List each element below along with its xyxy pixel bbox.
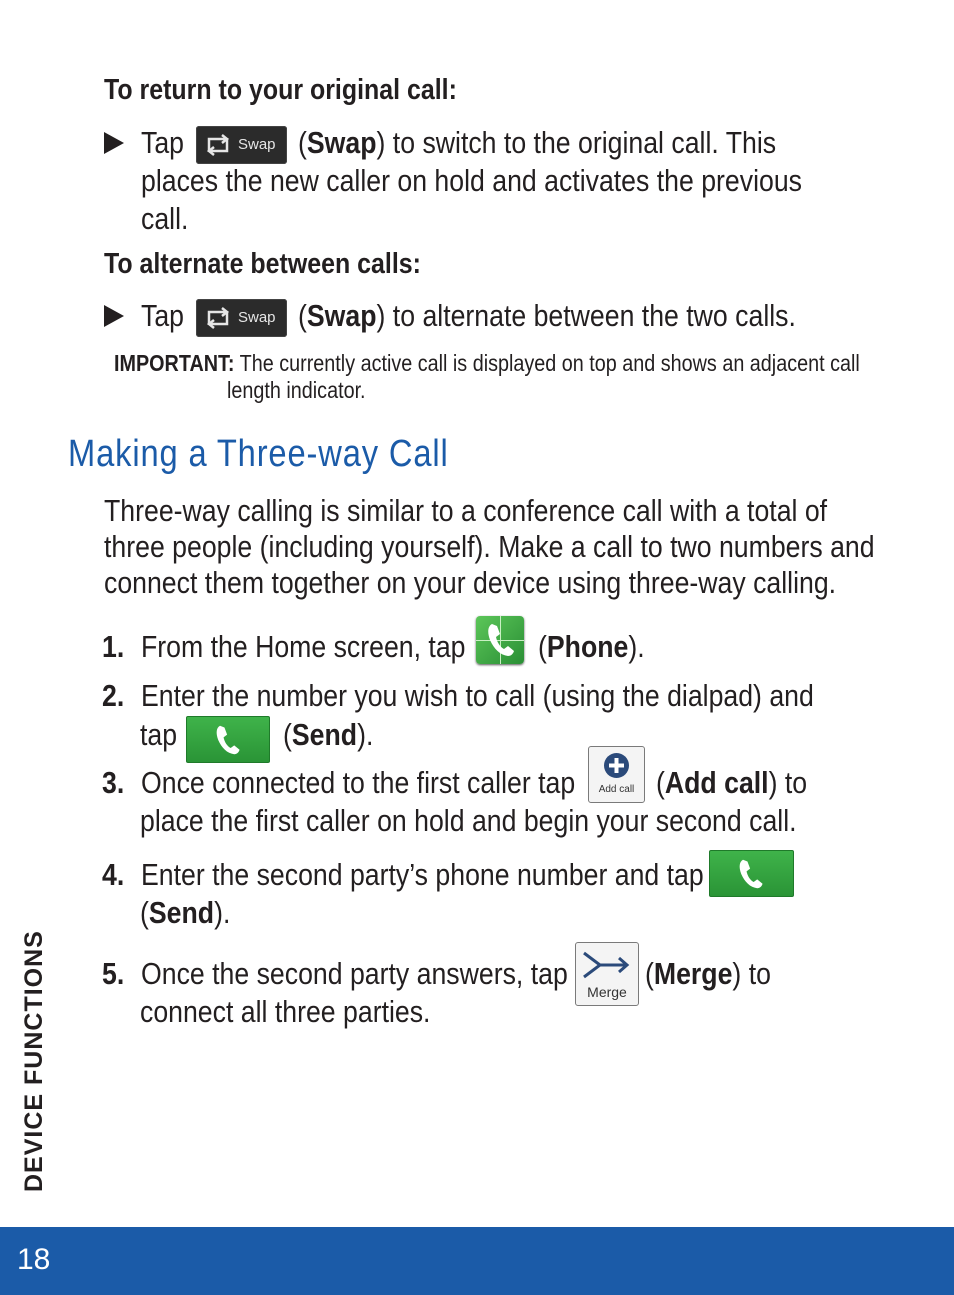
swap-icon [205,307,231,329]
step-3-text: Once connected to the first caller tap [141,765,576,800]
merge-label: Merge [587,984,627,1000]
step-2-line1: Enter the number you wish to call (using the dialpad) and [141,678,814,713]
swap-button-label: Swap [238,309,276,326]
phone-icon [737,858,765,890]
important-note: IMPORTANT: The currently active call is displayed on top and shows an adjacent call [114,350,860,376]
return-line2: places the new caller on hold and activates the previous [141,163,802,198]
step-1-text: From the Home screen, tap [141,629,466,664]
step-5-line2: connect all three parties. [140,994,431,1029]
step-3-line2: place the first caller on hold and begin your second call. [140,803,797,838]
step-5-tail: (Merge) to [645,956,771,991]
swap-icon [205,134,231,156]
tap-label: Tap [141,125,184,160]
intro-paragraph: Three-way calling is similar to a conference call with a total of three people (including yourself). Make a call to two numbers and connect them together on your device using three-way calling. [104,493,875,600]
important-label: IMPORTANT: [114,350,235,376]
important-note-line2: length indicator. [227,377,366,403]
footer-bar [0,1227,954,1295]
send-button[interactable] [186,716,270,763]
phone-icon [486,622,516,658]
step-number: 4. [102,857,125,892]
swap-button[interactable] [196,299,287,337]
swap-button[interactable] [196,126,287,164]
return-line1: (Swap) to switch to the original call. This [298,125,777,160]
merge-button[interactable] [575,942,639,1006]
page-number: 18 [17,1243,51,1276]
bullet-arrow-icon [104,305,124,327]
add-call-label: Add call [598,784,635,795]
step-3-tail: (Add call) to [656,765,808,800]
heading-alternate-calls: To alternate between calls: [104,248,421,280]
send-button[interactable] [709,850,794,897]
return-line3: call. [141,201,189,236]
side-tab-label: DEVICE FUNCTIONS [20,930,48,1192]
step-2-tail: (Send). [283,717,374,752]
step-number: 2. [102,678,125,713]
merge-icon [582,949,632,981]
swap-button-label: Swap [238,136,276,153]
step-5-text: Once the second party answers, tap [141,956,568,991]
step-2-tap: tap [140,717,178,752]
section-title: Making a Three-way Call [68,433,449,475]
step-4-text: Enter the second party’s phone number and tap [141,857,704,892]
step-1-tail: (Phone). [538,629,645,664]
add-call-button[interactable] [588,746,645,803]
step-number: 5. [102,956,125,991]
heading-return-original: To return to your original call: [104,74,457,106]
step-number: 3. [102,765,125,800]
add-icon [603,752,630,779]
step-number: 1. [102,629,125,664]
tap-label: Tap [141,298,184,333]
phone-app-icon[interactable] [476,616,524,664]
phone-icon [214,724,242,756]
step-4-tail: (Send). [140,895,231,930]
alternate-line: (Swap) to alternate between the two calls. [298,298,796,333]
bullet-arrow-icon [104,132,124,154]
